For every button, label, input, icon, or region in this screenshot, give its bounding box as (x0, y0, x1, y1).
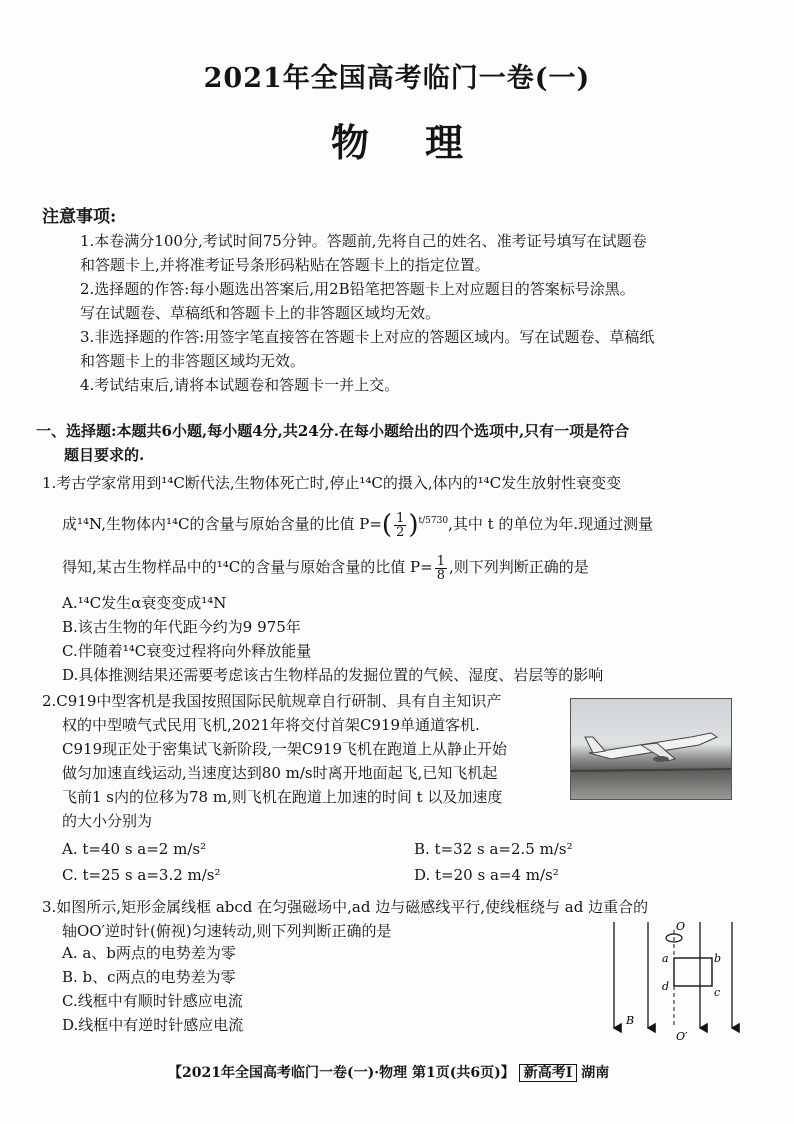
section-heading: 一、选择题:本题共6小题,每小题4分,共24分.在每小题给出的四个选项中,只有一项是符合 (36, 422, 630, 440)
notice-line: 1.本卷满分100分,考试时间75分钟。答题前,先将自己的姓名、准考证号填写在试题卷 (80, 232, 647, 250)
notice-line: 3.非选择题的作答:用签字笔直接答在答题卡上对应的答题区域内。写在试题卷、草稿纸 (80, 328, 655, 346)
q1-option-c: C.伴随着¹⁴C衰变过程将向外释放能量 (62, 642, 312, 660)
q2-stem: 飞前1 s内的位移为78 m,则飞机在跑道上加速的时间 t 以及加速度 (62, 788, 503, 806)
q1-stem-text: 成¹⁴N,生物体内¹⁴C的含量与原始含量的比值 P= (62, 515, 382, 533)
fraction-eighth: $\frac{1}{8}$ (436, 553, 445, 583)
q2-stem: 2.C919中型客机是我国按照国际民航规章自行研制、具有自主知识产 (42, 692, 502, 710)
q3-option-b: B. b、c两点的电势差为零 (62, 968, 236, 986)
q3-option-d: D.线框中有逆时针感应电流 (62, 1016, 244, 1034)
label-o: O (676, 920, 686, 933)
label-b-field: B (626, 1014, 635, 1027)
magnetic-field-diagram (604, 918, 744, 1042)
wire-frame (674, 958, 712, 986)
q1-stem-text: ,则下列判断正确的是 (448, 558, 589, 576)
q1-option-a: A.¹⁴C发生α衰变变成¹⁴N (62, 594, 227, 612)
notice-line: 和答题卡上的非答题区域均无效。 (80, 352, 306, 370)
notice-line: 写在试题卷、草稿纸和答题卡上的非答题区域均无效。 (80, 304, 441, 322)
airplane-photo (570, 698, 732, 800)
notice-heading: 注意事项: (42, 207, 117, 227)
airplane-icon (571, 699, 731, 799)
q2-stem: 的大小分别为 (62, 812, 153, 830)
exam-title: 2021年全国高考临门一卷(一) (203, 63, 591, 94)
q1-stem-ratio (62, 552, 589, 582)
label-o-prime: O′ (676, 1030, 688, 1042)
q1-stem: 1.考古学家常用到¹⁴C断代法,生物体死亡时,停止¹⁴C的摄入,体内的¹⁴C发生放射性衰变变 (42, 474, 622, 492)
page-footer (168, 1062, 609, 1082)
label-c: c (714, 986, 721, 999)
q2-option-d: D. t=20 s a=4 m/s² (414, 866, 559, 884)
q3-stem: 轴OO′逆时针(俯视)匀速转动,则下列判断正确的是 (62, 922, 392, 940)
q2-stem: C919现正处于密集试飞新阶段,一架C919飞机在跑道上从静止开始 (62, 740, 507, 758)
subject-title: 物理 (330, 120, 519, 165)
notice-line: 和答题卡上,并将准考证号条形码粘贴在答题卡上的指定位置。 (80, 256, 490, 274)
q1-stem-text: ,其中 t 的单位为年.现通过测量 (448, 515, 654, 533)
footer-region: 湖南 (581, 1065, 610, 1081)
q3-option-a: A. a、b两点的电势差为零 (62, 944, 236, 962)
section-heading-cont: 题目要求的. (64, 446, 145, 464)
notice-line: 4.考试结束后,请将本试题卷和答题卡一并上交。 (80, 376, 400, 394)
q2-option-c: C. t=25 s a=3.2 m/s² (62, 866, 221, 884)
label-d: d (662, 980, 670, 993)
q2-option-a: A. t=40 s a=2 m/s² (62, 840, 207, 858)
q1-stem-formula: 成¹⁴N,生物体内¹⁴C的含量与原始含量的比值 P=( $\frac{1}{2}$ )$^{t/5730}$,其中 t 的单位为年.现通过测量 (62, 510, 654, 540)
fraction-half: $\frac{1}{2}$ (396, 510, 405, 540)
footer-main: 【2021年全国高考临门一卷(一)·物理 第1页(共6页)】 (168, 1065, 515, 1081)
footer-tag: 新高考Ⅰ (519, 1064, 578, 1082)
q2-option-b: B. t=32 s a=2.5 m/s² (414, 840, 573, 858)
q1-option-b: B.该古生物的年代距今约为9 975年 (62, 618, 301, 636)
q1-stem-text: 得知,某古生物样品中的¹⁴C的含量与原始含量的比值 P= (62, 558, 433, 576)
q3-option-c: C.线框中有顺时针感应电流 (62, 992, 243, 1010)
q2-stem: 权的中型喷气式民用飞机,2021年将交付首架C919单通道客机. (62, 716, 480, 734)
q2-stem: 做匀加速直线运动,当速度达到80 m/s时离开地面起飞,已知飞机起 (62, 764, 498, 782)
q3-stem: 3.如图所示,矩形金属线框 abcd 在匀强磁场中,ad 边与磁感线平行,使线框绕与 ad 边重合的 (42, 898, 649, 916)
notice-line: 2.选择题的作答:每小题选出答案后,用2B铅笔把答题卡上对应题目的答案标号涂黑。 (80, 280, 635, 298)
q1-option-d: D.具体推测结果还需要考虑该古生物样品的发掘位置的气候、湿度、岩层等的影响 (62, 666, 604, 684)
label-a: a (662, 952, 669, 965)
label-b: b (714, 952, 722, 965)
exponent: t/5730 (418, 516, 449, 526)
